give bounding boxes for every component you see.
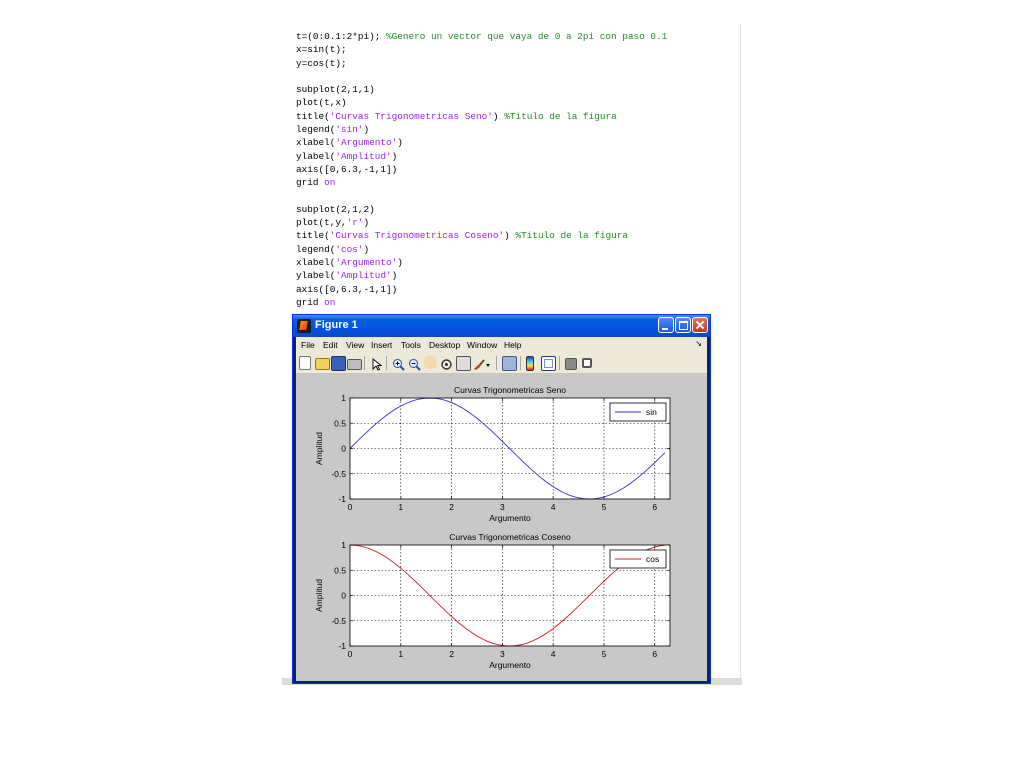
code-token: ylabel( [296,270,336,282]
code-line [296,176,667,189]
code-token: ) [363,124,370,136]
code-token: ) [391,270,398,282]
code-token: axis([0,6.3,-1,1]) [296,283,398,295]
matlab-logo-icon [297,319,311,333]
legend-entry: sin [646,407,657,417]
code-token: ) [397,137,403,149]
menu-bar [296,337,707,353]
close-button[interactable] [692,317,708,333]
code-string: 'Argumento' [335,137,398,149]
x-tick-label: 0 [347,649,353,659]
code-line [296,283,667,296]
y-tick-label: -1 [338,641,346,651]
matlab-code-listing [296,30,667,309]
code-token: t=(0:0.1:2*pi); [296,31,387,42]
code-string: 'Amplitud' [335,270,392,282]
code-line [296,163,667,176]
brush-icon[interactable] [472,356,485,369]
rotate-3d-icon[interactable] [440,356,453,369]
legend-box[interactable] [610,550,666,568]
code-string: 'sin' [335,124,364,136]
legend-box[interactable] [610,403,666,421]
code-token: legend( [296,124,336,136]
legend-icon[interactable] [541,356,556,371]
code-string: 'Curvas Trigonometricas Coseno' [329,230,505,242]
code-line [296,30,667,43]
menu-help[interactable]: Help [504,340,522,350]
code-comment: %Titulo de la figura [515,230,628,242]
zoom-in-icon[interactable] [392,356,405,369]
brush-dropdown-icon[interactable] [485,356,491,369]
print-icon[interactable] [347,359,362,370]
menu-window[interactable]: Window [467,340,498,350]
colorbar-icon[interactable] [526,356,534,371]
y-tick-label: 0.5 [334,418,346,429]
code-string: on [324,296,336,308]
window-titlebar[interactable] [293,315,710,337]
code-token: xlabel( [296,137,336,149]
code-token: xlabel( [296,257,336,269]
code-line [296,256,667,269]
x-tick-label: 4 [550,502,556,512]
code-token: ) [363,243,370,255]
select-arrow-icon [370,358,383,371]
window-title: Figure 1 [315,319,358,331]
code-line [296,296,667,309]
x-tick-label: 3 [500,502,505,512]
minimize-button[interactable] [658,317,674,333]
x-tick-label: 5 [601,502,607,512]
figure-plots [296,374,707,681]
x-tick-label: 2 [449,649,454,659]
code-token: ) [363,217,370,229]
y-tick-label: -1 [338,494,346,504]
x-tick-label: 5 [601,649,607,659]
toolbar-separator [496,356,497,370]
code-string: 'cos' [335,243,364,255]
x-tick-label: 1 [398,649,404,659]
y-axis-label: Amplitud [314,431,324,466]
code-token: plot(t,x) [296,97,347,109]
code-line [296,43,667,56]
code-token: ) [391,150,398,162]
menu-tools[interactable]: Tools [401,340,421,350]
code-line [296,70,667,83]
code-token: ylabel( [296,150,336,162]
zoom-in-icon [392,358,405,371]
menu-dock-arrow-icon[interactable]: ↘ [695,339,702,348]
chart-title: Curvas Trigonometricas Seno [454,385,566,395]
x-tick-label: 4 [550,649,556,659]
chart-title: Curvas Trigonometricas Coseno [449,532,571,542]
code-token: subplot(2,1,2) [296,203,375,215]
code-token: axis([0,6.3,-1,1]) [296,163,398,175]
code-line [296,229,667,242]
menu-view[interactable]: View [346,340,365,350]
hide-plot-tools-icon[interactable] [565,358,577,370]
show-plot-tools-icon[interactable] [582,358,592,368]
code-string: on [324,177,336,189]
code-line [296,190,667,203]
code-token: x=sin(t); [296,44,347,56]
y-tick-label: -0.5 [331,468,346,479]
code-line [296,110,667,123]
data-cursor-icon[interactable] [456,356,471,371]
code-token: grid [296,296,325,308]
toolbar-separator [520,356,521,370]
menu-file[interactable]: File [301,340,315,350]
code-line [296,269,667,282]
code-token: ) [397,257,403,269]
code-token: ) [492,110,505,122]
y-tick-label: -0.5 [331,615,346,626]
y-axis-label: Amplitud [314,578,324,613]
zoom-out-icon [408,358,421,371]
legend-entry: cos [646,554,660,564]
code-comment: %Genero un vector que vaya de 0 a 2pi con paso 0.1 [386,31,668,42]
subplot-cosine[interactable] [314,532,670,670]
x-tick-label: 3 [500,649,505,659]
code-token: legend( [296,243,336,255]
y-tick-label: 1 [341,393,346,403]
code-line [296,83,667,96]
x-tick-label: 6 [652,649,658,659]
open-file-icon[interactable] [315,358,330,370]
code-token: grid [296,177,325,189]
toolbar-separator [364,356,365,370]
code-string: 'Amplitud' [335,150,392,162]
code-string: 'Curvas Trigonometricas Seno' [329,110,493,122]
code-string: 'Argumento' [335,257,398,269]
x-tick-label: 6 [652,502,658,512]
toolbar-separator [559,356,560,370]
subplot-sine[interactable] [314,385,670,523]
code-line [296,216,667,229]
y-tick-label: 1 [341,540,346,550]
code-line [296,243,667,256]
code-string: 'r' [346,217,364,229]
brush-icon [472,358,485,371]
menu-insert[interactable]: Insert [371,340,393,350]
new-figure-icon[interactable] [299,356,311,370]
x-tick-label: 0 [347,502,353,512]
code-comment: %Titulo de la figura [504,110,617,122]
code-token: y=cos(t); [296,57,347,69]
code-token: subplot(2,1,1) [296,84,375,96]
y-tick-label: 0 [341,443,346,454]
zoom-out-icon[interactable] [408,356,421,369]
x-axis-label: Argumento [489,513,531,523]
code-line [296,96,667,109]
figure-toolbar [296,353,707,374]
figure-window[interactable] [292,314,711,684]
toolbar-separator [386,356,387,370]
code-token: ) [504,230,516,242]
y-tick-label: 0.5 [334,565,346,576]
select-arrow-icon[interactable] [370,356,383,369]
code-line [296,136,667,149]
y-tick-label: 0 [341,590,346,601]
code-token: plot(t,y, [296,217,347,229]
pan-hand-icon[interactable] [424,356,437,369]
link-plot-icon[interactable] [502,356,517,371]
x-axis-label: Argumento [489,660,531,670]
save-icon[interactable] [331,356,346,371]
brush-dropdown-icon [485,358,491,371]
rotate-3d-icon [440,358,453,371]
code-line [296,150,667,163]
code-line [296,203,667,216]
maximize-button[interactable] [675,317,691,333]
code-line [296,123,667,136]
menu-edit[interactable]: Edit [323,340,338,350]
figure-canvas[interactable] [296,374,707,681]
code-token: title( [296,110,330,122]
x-tick-label: 2 [449,502,454,512]
x-tick-label: 1 [398,502,404,512]
menu-desktop[interactable]: Desktop [429,340,461,350]
code-token: title( [296,230,330,242]
code-line [296,57,667,70]
